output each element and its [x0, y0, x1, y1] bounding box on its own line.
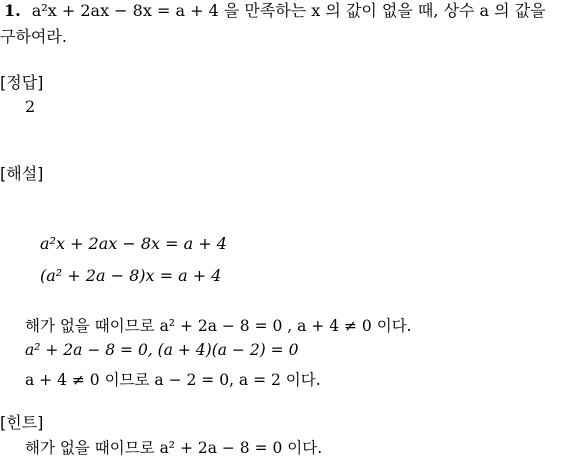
problem-number: 1. [4, 1, 21, 20]
solution-line-3: a + 4 ≠ 0 이므로 a − 2 = 0, a = 2 이다. [25, 371, 321, 389]
hint-heading: [힌트] [0, 413, 44, 432]
solution-equation-2: (a² + 2a − 8)x = a + 4 [40, 266, 222, 285]
solution-line-2: a² + 2a − 8 = 0, (a + 4)(a − 2) = 0 [25, 341, 299, 359]
problem-line-2: 구하여라. [0, 27, 67, 46]
answer-heading: [정답] [0, 73, 44, 92]
answer-value: 2 [25, 97, 36, 116]
solution-line-1: 해가 없을 때이므로 a² + 2a − 8 = 0 , a + 4 ≠ 0 이다. [25, 317, 412, 335]
hint-text: 해가 없을 때이므로 a² + 2a − 8 = 0 이다. [25, 439, 323, 457]
problem-line-1: a²x + 2ax − 8x = a + 4 을 만족하는 x 의 값이 없을 때, 상수 a 의 값을 [31, 1, 546, 20]
solution-equation-1: a²x + 2ax − 8x = a + 4 [40, 234, 227, 253]
solution-heading: [해설] [0, 164, 44, 183]
